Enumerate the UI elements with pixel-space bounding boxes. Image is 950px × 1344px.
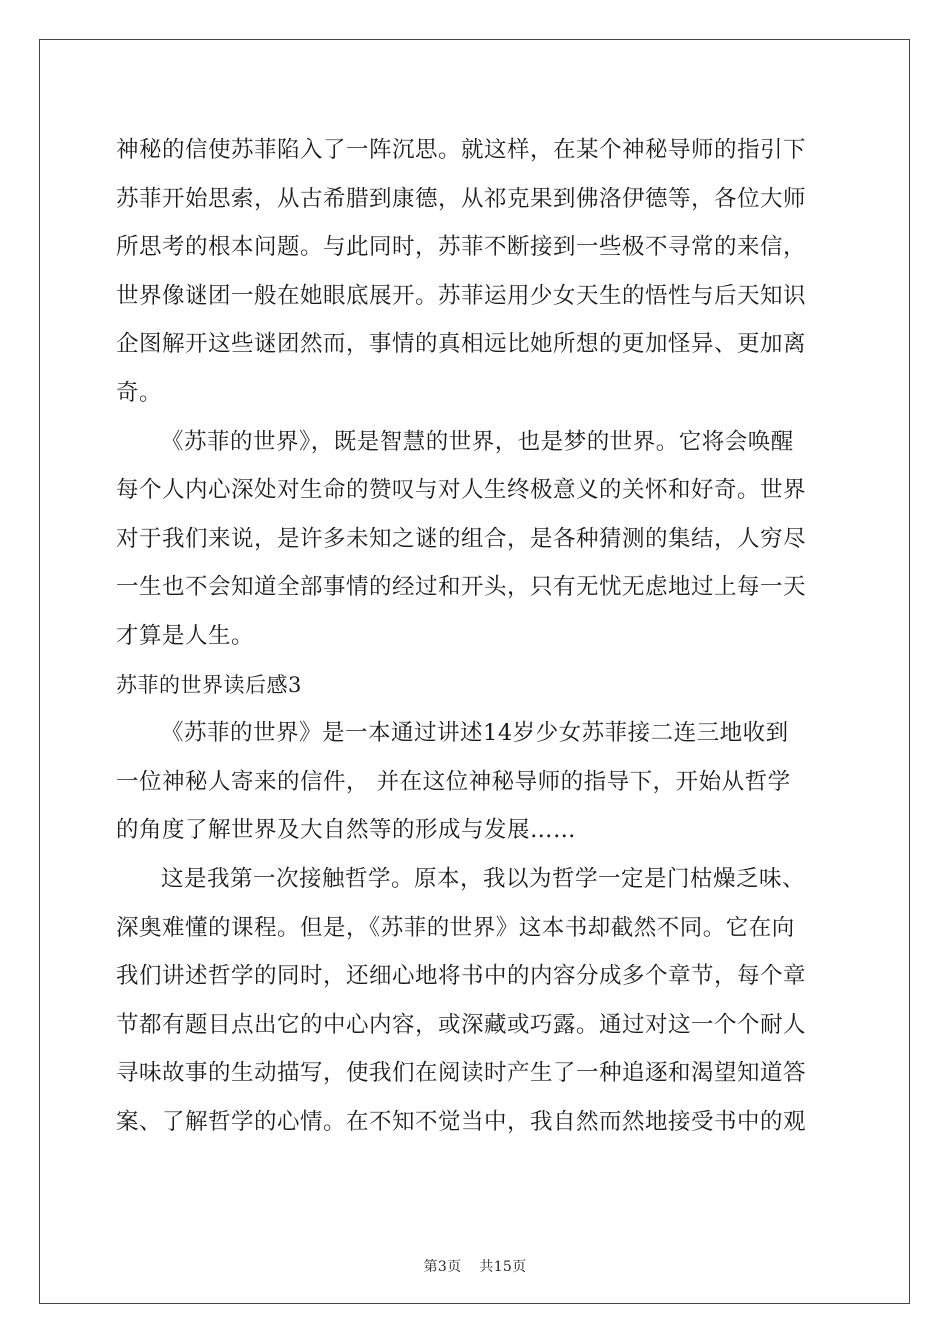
text-line-4: 世界像谜团一般在她眼底展开。苏菲运用少女天生的悟性与后天知识 <box>116 282 807 309</box>
text-line-2: 苏菲开始思索，从古希腊到康德，从祁克果到佛洛伊德等，各位大师 <box>116 185 807 212</box>
text-line-18: 我们讲述哲学的同时，还细心地将书中的内容分成多个章节，每个章 <box>116 963 807 990</box>
total-pages: 共15页 <box>479 1259 527 1275</box>
text-line-13: 《苏菲的世界》是一本通过讲述14岁少女苏菲接二连三地收到 <box>161 720 789 747</box>
document-body <box>116 126 836 1146</box>
text-line-1: 神秘的信使苏菲陷入了一阵沉思。就这样，在某个神秘导师的指引下 <box>116 137 807 163</box>
section-heading: 苏菲的世界读后感3 <box>116 672 302 697</box>
text-line-6: 奇。 <box>116 379 163 406</box>
text-line-17: 深奥难懂的课程。但是，《苏菲的世界》这本书却截然不同。它在向 <box>116 914 795 941</box>
text-line-7: 《苏菲的世界》，既是智慧的世界，也是梦的世界。它将会唤醒 <box>161 428 794 455</box>
text-line-19: 节都有题目点出它的中心内容，或深藏或巧露。通过对这一个个耐人 <box>116 1011 807 1038</box>
current-page-number: 第3页 <box>423 1259 462 1275</box>
text-line-9: 对于我们来说，是许多未知之谜的组合，是各种猜测的集结，人穷尽 <box>116 525 807 552</box>
text-line-5: 企图解开这些谜团然而，事情的真相远比她所想的更加怪异、更加离 <box>116 331 807 358</box>
text-line-8: 每个人内心深处对生命的赞叹与对人生终极意义的关怀和好奇。世界 <box>116 477 807 504</box>
text-line-20: 寻味故事的生动描写，使我们在阅读时产生了一种追逐和渴望知道答 <box>116 1060 807 1087</box>
text-line-11: 才算是人生。 <box>116 622 255 649</box>
text-line-15: 的角度了解世界及大自然等的形成与发展…… <box>116 817 577 844</box>
page-footer <box>0 1256 950 1276</box>
text-line-3: 所思考的根本问题。与此同时，苏菲不断接到一些极不寻常的来信， <box>116 234 807 261</box>
text-line-16: 这是我第一次接触哲学。原本，我以为哲学一定是门枯燥乏味、 <box>161 865 806 892</box>
text-line-21: 案、了解哲学的心情。在不知不觉当中，我自然而然地接受书中的观 <box>116 1108 807 1135</box>
text-line-10: 一生也不会知道全部事情的经过和开头，只有无忧无虑地过上每一天 <box>116 574 807 601</box>
text-line-14: 一位神秘人寄来的信件， 并在这位神秘导师的指导下，开始从哲学 <box>116 768 791 795</box>
